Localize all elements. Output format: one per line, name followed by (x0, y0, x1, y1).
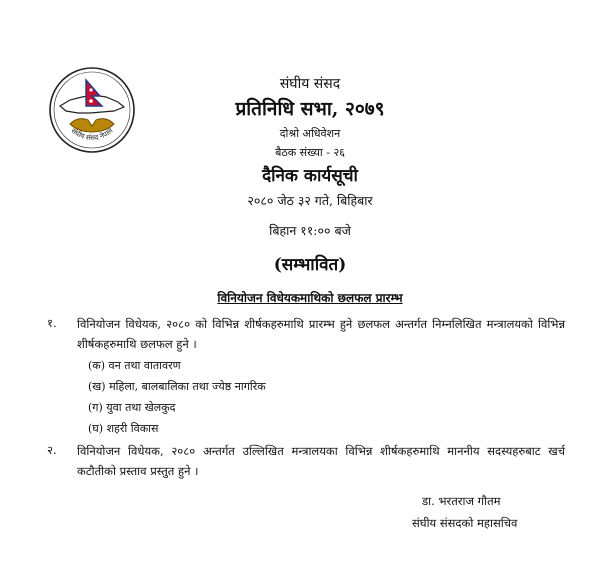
signatory-title: संघीय संसदको महासचिव (412, 516, 518, 530)
subitem: (घ) शहरी विकास (88, 422, 159, 435)
emblem-caption: संघीय संसद नेपाल (69, 126, 115, 143)
signatory-name: डा. भरतराज गौतम (422, 494, 501, 508)
agenda-title: दैनिक कार्यसूची (262, 166, 358, 186)
agenda-item-text: विनियोजन विधेयक, २०८० अन्तर्गत उल्लिखित मन्त्रालयका विभिन्न शीर्षकहरुमाथि माननीय सदस्यहरुबाट खर्च कटौतीको प्रस्ताव प्रस्तुत हुने । (77, 444, 565, 478)
meeting-time: बिहान ११:०० बजे (269, 223, 351, 238)
tentative-label: (सम्भावित) (273, 255, 347, 275)
item-number: १. (47, 316, 57, 330)
agenda-item-text: विनियोजन विधेयक, २०८० को विभिन्न शीर्षकहरुमाथि प्रारम्भ हुने छलफल अन्तर्गत निम्नलिखित मन्त्रालयको विभिन्न शीर्षकहरुमाथि छलफल हुने । (77, 317, 565, 351)
parliament-name: संघीय संसद (279, 76, 341, 92)
house-title: प्रतिनिधि सभा, २०७९ (235, 98, 385, 120)
session-label: दोश्रो अधिवेशन (279, 127, 341, 140)
item-number: २. (47, 443, 57, 457)
parliament-emblem-icon (48, 66, 136, 154)
meeting-number: बैठक संख्या - २६ (275, 146, 345, 159)
subitem: (ग) युवा तथा खेलकुद (88, 401, 176, 414)
subitem: (क) वन तथा वातावरण (88, 359, 181, 372)
parliament-emblem-logo (48, 66, 136, 154)
meeting-date: २०८० जेठ ३२ गते, बिहिबार (247, 193, 373, 208)
subitem: (ख) महिला, बालबालिका तथा ज्येष्ठ नागरिक (88, 380, 266, 393)
section-title: विनियोजन विधेयकमाथिको छलफल प्रारम्भ (217, 291, 403, 305)
